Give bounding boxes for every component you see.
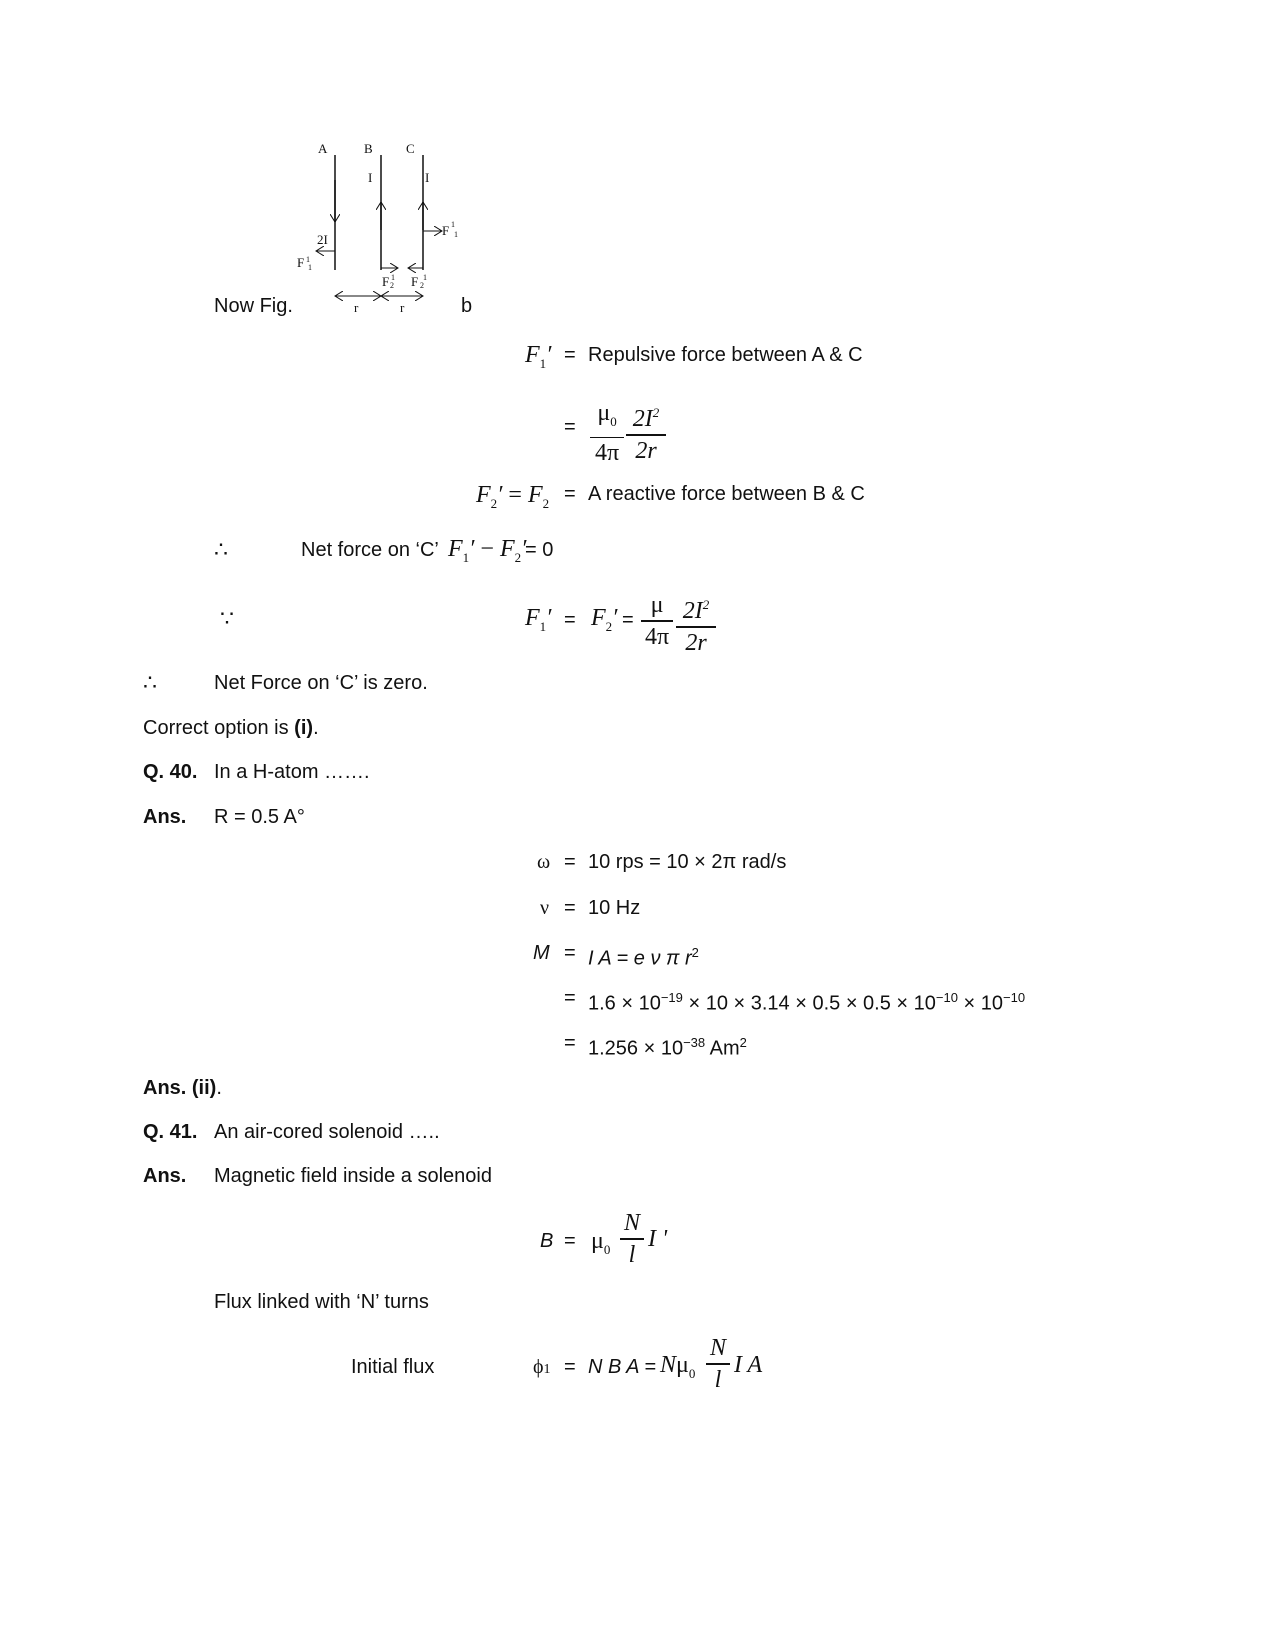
q41-label: Q. 41. [143, 1121, 198, 1143]
eq-f1-lhs-2: $F_1'$ [525, 605, 552, 634]
m-symbol: M [533, 942, 550, 964]
fraction-2i2-2r: $2I^2$ 2r [626, 394, 666, 466]
fraction-mu-4pi: μ 4π [641, 590, 673, 652]
q41-text: An air-cored solenoid ….. [214, 1121, 440, 1143]
omega-value: 10 rps = 10 × 2π rad/s [588, 851, 787, 873]
q40-ans-label: Ans. [143, 806, 187, 828]
b-symbol: B [540, 1230, 554, 1252]
because-symbol: ∵ [220, 606, 234, 631]
phi1-value: N B A = [588, 1356, 656, 1378]
net-zero-text: Net Force on ‘C’ is zero. [214, 672, 428, 694]
svg-text:1: 1 [391, 273, 395, 282]
svg-text:2: 2 [420, 281, 424, 290]
m-value: I A = e ν π $r^2$ [588, 945, 699, 970]
correct-option: Correct option is (i). [143, 717, 319, 739]
eq-f1-text: Repulsive force between A & C [588, 344, 863, 366]
eq-f2-text: A reactive force between B & C [588, 483, 865, 505]
calc-line-2: $1.256 \times 10^{-38}$ Am$^2$ [588, 1035, 747, 1060]
calc-line-1: $1.6 \times 10^{-19} \times 10 \times 3.14 \times 0.5 \times 0.5 \times 10^{-10} \times 10^{-10}$ [588, 990, 1026, 1015]
svg-text:1: 1 [306, 255, 310, 264]
q40-ans-text: R = 0.5 A° [214, 806, 305, 828]
eq-equals: = [622, 609, 634, 631]
eq-f2-prime: $F_2'$ [591, 605, 618, 634]
label-f2-b: F [382, 274, 390, 289]
eq-equals: = [564, 344, 576, 366]
eq-equals: = [564, 1230, 576, 1252]
eq-equals: = [564, 851, 576, 873]
label-b: B [364, 141, 373, 156]
phi1-n-mu0: $N\mu_0$ [660, 1352, 696, 1381]
q41-ans-label: Ans. [143, 1165, 187, 1187]
svg-text:2: 2 [390, 281, 394, 290]
label-f1-c: F [442, 223, 450, 238]
fraction-2i2-2r-2: $2I^2$ 2r [676, 586, 716, 658]
label-f1-a: F [297, 255, 305, 270]
eq-equals: = [564, 987, 576, 1009]
label-2i: 2I [317, 232, 328, 247]
eq-equals: = [564, 942, 576, 964]
svg-text:1: 1 [423, 273, 427, 282]
label-i-c: I [425, 170, 430, 185]
net-force-result: = 0 [525, 539, 554, 561]
phi1-ia: I A [734, 1352, 763, 1378]
three-wire-figure [290, 140, 490, 330]
q40-label: Q. 40. [143, 761, 198, 783]
eq-equals: = [564, 609, 576, 631]
flux-text: Flux linked with ‘N’ turns [214, 1291, 429, 1313]
q40-text: In a H-atom ……. [214, 761, 370, 783]
mu0-symbol: $\mu_0$ [591, 1228, 611, 1257]
label-a: A [318, 141, 328, 156]
q40-final-answer: Ans. (ii). [143, 1077, 222, 1099]
phi1-symbol: ϕ1 [533, 1356, 551, 1378]
initial-flux-label: Initial flux [351, 1356, 435, 1378]
label-r2: r [400, 300, 405, 315]
svg-text:1: 1 [308, 263, 312, 272]
nu-value: 10 Hz [588, 897, 641, 919]
figure-caption-suffix: b [461, 295, 473, 317]
figure-caption-prefix: Now Fig. [214, 295, 293, 317]
eq-f2-lhs: $F_2' = F_2$ [476, 482, 550, 511]
net-force-label: Net force on ‘C’ [301, 539, 439, 561]
fraction-n-over-l-2: N l [706, 1333, 730, 1395]
eq-f1-lhs: $F_1'$ [525, 342, 552, 371]
therefore-symbol: ∴ [143, 670, 157, 695]
therefore-symbol: ∴ [214, 537, 228, 562]
svg-text:1: 1 [451, 220, 455, 229]
label-c: C [406, 141, 415, 156]
eq-equals: = [564, 483, 576, 505]
label-f2-c: F [411, 274, 419, 289]
fraction-mu0-4pi: $\mu_0$ 4π [590, 398, 624, 468]
label-i-b: I [368, 170, 373, 185]
svg-text:1: 1 [454, 230, 458, 239]
i-prime: I ' [648, 1226, 668, 1252]
fraction-n-over-l: N l [620, 1208, 644, 1270]
nu-symbol: ν [540, 897, 550, 919]
omega-symbol: ω [537, 851, 551, 873]
eq-equals: = [564, 416, 576, 438]
eq-equals: = [564, 897, 576, 919]
net-force-expr: $F_1' - F_2'$ [448, 536, 527, 565]
eq-equals: = [564, 1356, 576, 1378]
eq-equals: = [564, 1032, 576, 1054]
q41-ans-text: Magnetic field inside a solenoid [214, 1165, 492, 1187]
label-r1: r [354, 300, 359, 315]
